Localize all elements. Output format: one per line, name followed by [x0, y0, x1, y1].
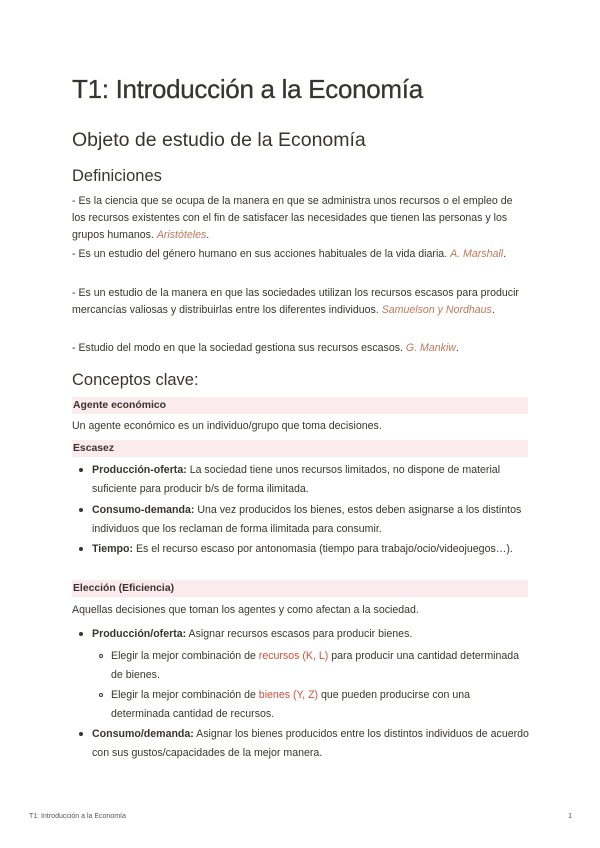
bullet-icon: [79, 632, 83, 636]
sub-bullet-icon: [99, 654, 103, 658]
escasez-item-produccion: Producción-oferta: La sociedad tiene unos recursos limitados, no dispone de material suficiente para producir b/s de forma ilimitada.: [92, 461, 530, 499]
bullet-icon: [79, 508, 83, 512]
agente-label: Agente económico: [72, 397, 528, 414]
author-name: Aristóteles: [156, 229, 207, 241]
author-name: A. Marshall: [450, 248, 504, 260]
author-name: G. Mankiw: [405, 342, 456, 354]
conceptos-heading: Conceptos clave:: [72, 371, 199, 389]
escasez-item-tiempo: Tiempo: Es el recurso escaso por antonomasia (tiempo para trabajo/ocio/videojuegos…).: [92, 540, 530, 559]
eleccion-sub-recursos: Elegir la mejor combinación de recursos (K, L) para producir una cantidad determinada de bienes.: [111, 647, 521, 685]
page-title: T1: Introducción a la Economía: [72, 74, 423, 104]
eleccion-item-produccion: Producción/oferta: Asignar recursos escasos para producir bienes.: [92, 625, 530, 644]
section-heading: Objeto de estudio de la Economía: [72, 129, 366, 151]
eleccion-item-consumo: Consumo/demanda: Asignar los bienes producidos entre los distintos individuos de acuerdo con sus gustos/capacidades de la mejor manera.: [92, 725, 530, 763]
definiciones-heading: Definiciones: [72, 167, 162, 185]
footer-title: T1: Introducción a la Economía: [29, 813, 126, 820]
eleccion-label: Elección (Eficiencia): [72, 580, 528, 597]
escasez-label: Escasez: [72, 440, 528, 457]
definition-3: - Es un estudio de la manera en que las sociedades utilizan los recursos escasos para producir mercancías valiosas y distribuirlas entre los diferentes individuos. Samuelson y Nordhaus.: [72, 287, 519, 316]
sub-bullet-icon: [99, 693, 103, 697]
bullet-icon: [79, 547, 83, 551]
agente-text: Un agente económico es un individuo/grupo que toma decisiones.: [72, 420, 382, 432]
eleccion-sub-bienes: Elegir la mejor combinación de bienes (Y, Z) que pueden producirse con una determinada cantidad de recursos.: [111, 686, 521, 724]
escasez-item-consumo: Consumo-demanda: Una vez producidos los bienes, estos deben asignarse a los distintos individuos que los reclaman de forma ilimitada para consumir.: [92, 501, 530, 539]
footer-page-number: 1: [568, 813, 572, 820]
bullet-icon: [79, 732, 83, 736]
bullet-icon: [79, 468, 83, 472]
author-name: Samuelson y Nordhaus: [381, 304, 492, 316]
definition-4: - Estudio del modo en que la sociedad gestiona sus recursos escasos. G. Mankiw.: [72, 342, 459, 354]
definition-2: - Es un estudio del género humano en sus acciones habituales de la vida diaria. A. Marshall.: [72, 248, 507, 260]
definition-1: - Es la ciencia que se ocupa de la manera en que se administra unos recursos o el empleo de los recursos existentes con el fin de satisfacer las necesidades que tienen las personas y los grupos humanos. Aristóteles.: [72, 195, 513, 241]
eleccion-intro: Aquellas decisiones que toman los agentes y como afectan a la sociedad.: [72, 604, 419, 616]
